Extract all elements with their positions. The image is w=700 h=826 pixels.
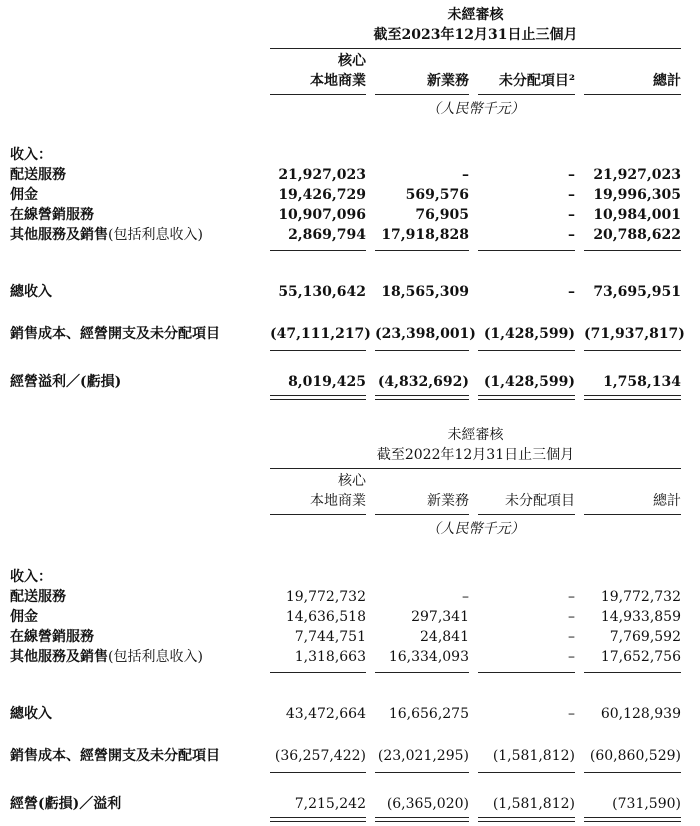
total-double-rule <box>270 817 366 822</box>
cell: – <box>568 706 575 722</box>
subtotal-rule <box>478 350 575 351</box>
subtotal-rule <box>270 672 366 673</box>
cell: 7,744,751 <box>294 629 366 645</box>
row-label: 在線營銷服務 <box>10 207 94 223</box>
col-header-total: 總計 <box>653 73 681 89</box>
cell: 14,636,518 <box>285 609 366 625</box>
cell: (60,860,529) <box>589 748 681 764</box>
subtotal-rule <box>478 250 575 251</box>
cell: – <box>568 207 575 223</box>
col-rule-4 <box>584 94 681 95</box>
col-header-core-2: 本地商業 <box>310 73 366 89</box>
cell: 10,984,001 <box>593 207 681 223</box>
col-header-core-1: 核心 <box>338 473 366 489</box>
cell: – <box>568 227 575 243</box>
cell: 76,905 <box>415 207 469 223</box>
cell: (23,021,295) <box>377 748 469 764</box>
cell: 7,769,592 <box>609 629 681 645</box>
revenue-heading: 收入： <box>10 147 52 163</box>
cell: 21,927,023 <box>593 167 681 183</box>
col-rule-4 <box>584 514 681 515</box>
row-label: 佣金 <box>10 187 38 203</box>
cell: 19,772,732 <box>285 589 366 605</box>
cell: (1,428,599) <box>483 326 575 342</box>
period-title: 截至2022年12月31日止三個月 <box>376 447 575 463</box>
cell: 24,841 <box>420 629 469 645</box>
cell: – <box>568 167 575 183</box>
cell: 19,772,732 <box>600 589 681 605</box>
row-label: 佣金 <box>10 609 38 625</box>
col-header-new: 新業務 <box>427 493 469 509</box>
cell: 16,656,275 <box>388 706 469 722</box>
cell: (23,398,001) <box>375 326 476 342</box>
cell: 14,933,859 <box>600 609 681 625</box>
cell: – <box>568 649 575 665</box>
cell: (6,365,020) <box>386 796 469 812</box>
col-rule-1 <box>270 514 366 515</box>
total-revenue-label: 總收入 <box>10 284 52 300</box>
cell: 17,918,828 <box>381 227 469 243</box>
col-header-core-2: 本地商業 <box>310 493 366 509</box>
row-label: 其他服務及銷售(包括利息收入) <box>10 649 203 665</box>
cell: 10,907,096 <box>278 207 366 223</box>
cell: 2,869,794 <box>288 227 366 243</box>
total-double-rule <box>584 817 681 822</box>
cell: (731,590) <box>612 796 681 812</box>
cell: (4,832,692) <box>377 374 469 390</box>
subtotal-rule <box>375 250 469 251</box>
cell: 55,130,642 <box>278 284 366 300</box>
cell: 18,565,309 <box>381 284 469 300</box>
total-double-rule <box>375 817 469 822</box>
cell: 43,472,664 <box>285 706 366 722</box>
cell: – <box>568 187 575 203</box>
total-revenue-label: 總收入 <box>10 706 52 722</box>
total-double-rule <box>584 395 681 400</box>
cell: 20,788,622 <box>593 227 681 243</box>
col-header-new: 新業務 <box>427 73 469 89</box>
statement-2023 <box>0 0 700 410</box>
cell: 1,318,663 <box>294 649 366 665</box>
total-double-rule <box>478 817 575 822</box>
costs-label: 銷售成本、經營開支及未分配項目 <box>10 326 220 342</box>
cell: (36,257,422) <box>274 748 366 764</box>
subtotal-rule <box>375 350 469 351</box>
cell: 17,652,756 <box>600 649 681 665</box>
subtotal-rule <box>584 250 681 251</box>
cell: – <box>568 609 575 625</box>
row-label: 配送服務 <box>10 167 66 183</box>
subtotal-rule <box>584 350 681 351</box>
unit-label: （人民幣千元） <box>426 101 525 117</box>
col-rule-3 <box>478 94 575 95</box>
col-rule-3 <box>478 514 575 515</box>
total-double-rule <box>375 395 469 400</box>
subtotal-rule <box>375 672 469 673</box>
subtotal-rule <box>584 672 681 673</box>
col-header-unallocated: 未分配項目² <box>498 73 575 89</box>
period-title: 截至2023年12月31日止三個月 <box>373 27 578 43</box>
col-header-core-1: 核心 <box>338 53 366 69</box>
subtotal-rule <box>584 772 681 773</box>
cell: 60,128,939 <box>600 706 681 722</box>
cell: 19,996,305 <box>593 187 681 203</box>
cell: (1,428,599) <box>483 374 575 390</box>
cell: – <box>568 284 575 300</box>
cell: – <box>568 629 575 645</box>
row-label: 其他服務及銷售(包括利息收入) <box>10 227 203 243</box>
cell: 1,758,134 <box>603 374 681 390</box>
total-double-rule <box>478 395 575 400</box>
cell: – <box>462 167 469 183</box>
subtotal-rule <box>270 250 366 251</box>
total-double-rule <box>270 395 366 400</box>
col-rule-2 <box>375 94 469 95</box>
revenue-heading: 收入： <box>10 569 52 585</box>
subtotal-rule <box>478 672 575 673</box>
row-label: 在線營銷服務 <box>10 629 94 645</box>
cell: (1,581,812) <box>492 748 575 764</box>
col-header-unallocated: 未分配項目 <box>505 493 575 509</box>
subtotal-rule <box>375 772 469 773</box>
audit-status: 未經審核 <box>447 7 504 23</box>
col-header-total: 總計 <box>653 493 681 509</box>
subtotal-rule <box>478 772 575 773</box>
col-rule-2 <box>375 514 469 515</box>
cell: 7,215,242 <box>294 796 366 812</box>
operating-label: 經營溢利／(虧損) <box>10 374 122 390</box>
subtotal-rule <box>270 772 366 773</box>
cell: 73,695,951 <box>593 284 681 300</box>
col-rule-1 <box>270 94 366 95</box>
cell: (71,937,817) <box>584 326 685 342</box>
unit-label: （人民幣千元） <box>426 521 525 537</box>
header-rule <box>270 468 681 469</box>
cell: 297,341 <box>411 609 469 625</box>
operating-label: 經營(虧損)／溢利 <box>10 796 122 812</box>
cell: 569,576 <box>405 187 469 203</box>
cell: 19,426,729 <box>278 187 366 203</box>
cell: 21,927,023 <box>278 167 366 183</box>
row-label: 配送服務 <box>10 589 66 605</box>
header-rule <box>270 48 681 49</box>
cell: 16,334,093 <box>388 649 469 665</box>
cell: – <box>568 589 575 605</box>
cell: (47,111,217) <box>270 326 371 342</box>
costs-label: 銷售成本、經營開支及未分配項目 <box>10 748 220 764</box>
cell: 8,019,425 <box>288 374 366 390</box>
statement-2022 <box>0 420 700 826</box>
audit-status: 未經審核 <box>447 427 504 443</box>
subtotal-rule <box>270 350 366 351</box>
cell: (1,581,812) <box>492 796 575 812</box>
cell: – <box>462 589 469 605</box>
